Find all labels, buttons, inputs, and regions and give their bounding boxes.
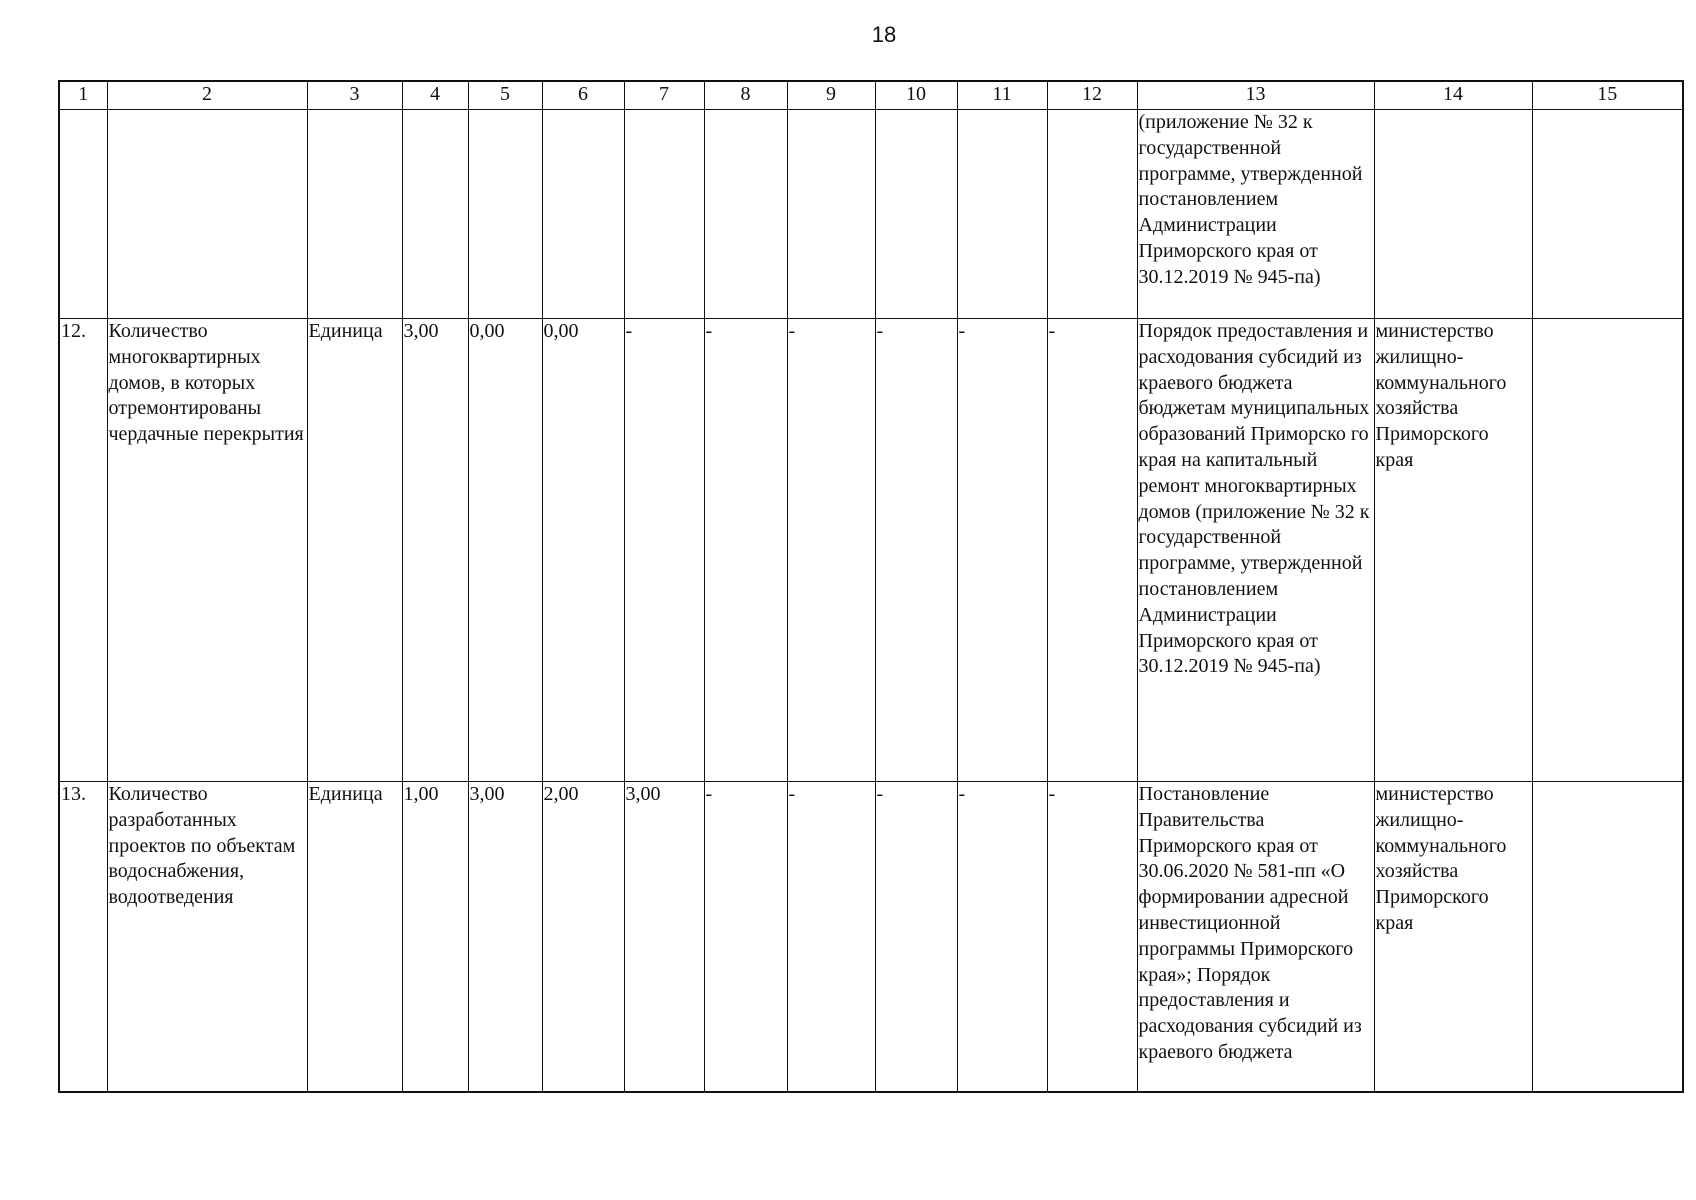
- cell: [307, 110, 402, 319]
- value-col-9: -: [787, 782, 875, 1093]
- basis-document: Постановление Правительства Приморского края от 30.06.2020 № 581-пп «О формировании адресной инвестиционной программы Приморского края»; Порядок предоставления и расходования субсидий из краевого бюджета: [1137, 782, 1374, 1093]
- header-col-13: 13: [1137, 81, 1374, 110]
- value-col-8: -: [704, 782, 787, 1093]
- indicator-name: Количество многоквартирных домов, в которых отремонтированы чердачные перекрытия: [107, 319, 307, 782]
- value-col-12: -: [1047, 319, 1137, 782]
- responsible-body: министерство жилищно-коммунального хозяйства Приморского края: [1374, 319, 1532, 782]
- table-row-continuation: [59, 110, 1683, 319]
- header-col-7: 7: [624, 81, 704, 110]
- value-col-8: -: [704, 319, 787, 782]
- indicators-table: [58, 80, 1684, 1093]
- unit: Единица: [307, 782, 402, 1093]
- value-col-6: 0,00: [542, 319, 624, 782]
- value-col-12: -: [1047, 782, 1137, 1093]
- indicator-name: Количество разработанных проектов по объектам водоснабжения, водоотведения: [107, 782, 307, 1093]
- table-row: [59, 319, 1683, 782]
- unit: Единица: [307, 319, 402, 782]
- value-col-7: 3,00: [624, 782, 704, 1093]
- cell: [542, 110, 624, 319]
- value-col-4: 1,00: [402, 782, 468, 1093]
- cell: [1532, 110, 1683, 319]
- value-col-15: [1532, 782, 1683, 1093]
- page-number: 18: [871, 22, 897, 47]
- header-col-14: 14: [1374, 81, 1532, 110]
- header-col-5: 5: [468, 81, 542, 110]
- table-row: [59, 782, 1683, 1093]
- header-col-8: 8: [704, 81, 787, 110]
- header-col-9: 9: [787, 81, 875, 110]
- value-col-10: -: [875, 782, 957, 1093]
- header-col-10: 10: [875, 81, 957, 110]
- value-col-5: 0,00: [468, 319, 542, 782]
- value-col-11: -: [957, 319, 1047, 782]
- cell: [704, 110, 787, 319]
- header-col-6: 6: [542, 81, 624, 110]
- basis-document: Порядок предоставления и расходования субсидий из краевого бюджета бюджетам муниципальных образований Приморско го края на капитальный ремонт многоквартирных домов (приложение № 32 к государственной программе, утвержденной постановлением Администрации Приморского края от 30.12.2019 № 945-па): [1137, 319, 1374, 782]
- cell: [59, 110, 107, 319]
- value-col-15: [1532, 319, 1683, 782]
- cell: [787, 110, 875, 319]
- header-col-4: 4: [402, 81, 468, 110]
- continuation-basis-text: (приложение № 32 к государственной программе, утвержденной постановлением Администрации Приморского края от 30.12.2019 № 945-па): [1137, 110, 1374, 319]
- header-col-12: 12: [1047, 81, 1137, 110]
- value-col-7: -: [624, 319, 704, 782]
- responsible-body: министерство жилищно-коммунального хозяйства Приморского края: [1374, 782, 1532, 1093]
- cell: [875, 110, 957, 319]
- value-col-6: 2,00: [542, 782, 624, 1093]
- cell: [468, 110, 542, 319]
- header-col-11: 11: [957, 81, 1047, 110]
- cell: [402, 110, 468, 319]
- value-col-11: -: [957, 782, 1047, 1093]
- cell: [1047, 110, 1137, 319]
- header-col-2: 2: [107, 81, 307, 110]
- header-col-1: 1: [59, 81, 107, 110]
- row-number: 12.: [59, 319, 107, 782]
- header-row: [59, 81, 1683, 110]
- cell: [1374, 110, 1532, 319]
- header-col-15: 15: [1532, 81, 1683, 110]
- value-col-4: 3,00: [402, 319, 468, 782]
- value-col-5: 3,00: [468, 782, 542, 1093]
- cell: [957, 110, 1047, 319]
- cell: [107, 110, 307, 319]
- cell: [624, 110, 704, 319]
- header-col-3: 3: [307, 81, 402, 110]
- value-col-10: -: [875, 319, 957, 782]
- value-col-9: -: [787, 319, 875, 782]
- row-number: 13.: [59, 782, 107, 1093]
